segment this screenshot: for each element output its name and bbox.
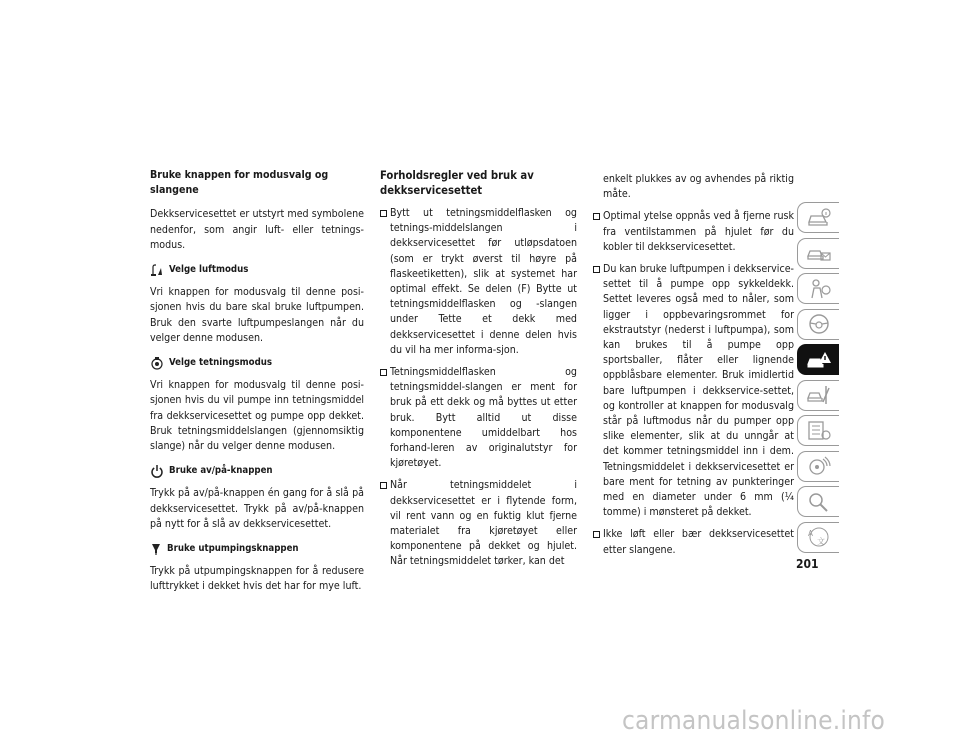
watermark: carmanualsonline.info	[622, 706, 885, 736]
list-item-text: Tetningsmiddelflasken og tetningsmiddel-slangen er ment for bruk på ett dekk og må byttes ut etter bruk. Bytt alltid ut disse komponentene umiddelbart hos forhand-leren av originalutstyr for kjøretøyet.	[390, 366, 577, 470]
tab-multimedia[interactable]	[797, 451, 839, 482]
list-item-text: Bytt ut tetningsmiddelflasken og tetnings-middelslangen i dekkservicesettet før utløpsdatoen (som er trykt øverst til høyre på flaskeetiketten), slik at systemet har optimal effekt. Se delen (F) Bytte ut tetningsmiddelflasken og -slangen under Tette et dekk med dekkservicesettet i denne delen hvis du vil ha mer informa-sjon.	[390, 207, 577, 356]
language-icon	[806, 526, 832, 548]
deflation-button-text: Trykk på utpumpingsknappen for å redusere lufttrykket i dekket hvis det har for mye luft.	[150, 565, 364, 593]
tab-messages[interactable]	[797, 238, 839, 269]
sealant-mode-text: Vri knappen for modusvalg til denne posi-sjonen hvis du vil pumpe inn tetningsmiddel fra dekkservicesettet og pumpe opp dekket. Bruk tetningsmiddelslangen (gjennomsiktig slange) når du velger denne modusen.	[150, 379, 364, 453]
bullet-square-icon	[593, 213, 600, 220]
list-item-text: Optimal ytelse oppnås ved å fjerne rusk fra ventilstammen på hjulet før du kobler til dekkservicesettet.	[603, 210, 794, 253]
bullet-square-icon	[380, 210, 387, 217]
sealant-mode-icon	[150, 356, 164, 370]
deflation-icon	[150, 542, 162, 556]
tab-emergency[interactable]	[797, 344, 839, 375]
deflation-button-subheading	[150, 541, 364, 556]
list-item	[380, 478, 577, 569]
list-item-text: Ikke løft eller bær dekkservicesettet etter slangene.	[603, 528, 794, 556]
chapter-tab-bar	[797, 202, 841, 557]
intro-paragraph: Dekkservicesettet er utstyrt med symbolene nedenfor, som angir luft- eller tetnings-modus.	[150, 208, 364, 251]
bullet-square-icon	[380, 369, 387, 376]
tab-vehicle-info[interactable]	[797, 202, 839, 233]
list-item	[593, 209, 794, 255]
air-mode-text: Vri knappen for modusvalg til denne posi-sjonen hvis du bare skal bruke luftpumpen. Bruk den svarte luftpumpeslangen når du velger denne modusen.	[150, 286, 364, 344]
page-number: 201	[796, 557, 819, 571]
safety-airbag-icon	[806, 278, 832, 300]
list-item	[380, 206, 577, 358]
continued-text: enkelt plukkes av og avhendes på riktig måte.	[603, 173, 794, 201]
air-mode-title: Velge luftmodus	[169, 264, 249, 276]
list-item	[380, 365, 577, 471]
air-mode-subheading	[150, 262, 364, 277]
power-icon	[150, 464, 164, 478]
bullet-square-icon	[593, 531, 600, 538]
tab-service[interactable]	[797, 380, 839, 411]
power-button-title: Bruke av/på-knappen	[169, 465, 273, 477]
middle-column	[380, 168, 577, 577]
tab-specifications[interactable]	[797, 415, 839, 446]
multimedia-icon	[806, 455, 832, 477]
deflation-button-title: Bruke utpumpingsknappen	[167, 543, 299, 555]
precautions-list-continued	[593, 209, 794, 557]
bullet-square-icon	[380, 482, 387, 489]
tab-languages[interactable]	[797, 522, 839, 553]
list-item-text: Du kan bruke luftpumpen i dekkservice-settet til å pumpe opp sykkeldekk. Settet leveres også med to nåler, som ligger i oppbevaringsrommet for ekstrautstyr (nederst i luftpumpa), som kan brukes til å pumpe opp sportsballer, flåter eller lignende oppblåsbare elementer. Bruk imidlertid bare luftpumpen i dekkservice-settet, og kontroller at knappen for modusvalg står på luftmodus når du pumper opp slike elementer, slik at du unngår at det kommer tetningsmiddel inn i dem. Tetningsmiddelet i dekkservicesettet er bare ment for tetning av punkteringer med en diameter under 6 mm (¼ tomme) i mønsteret på dekket.	[603, 263, 794, 519]
bullet-square-icon	[593, 266, 600, 273]
search-magnifier-icon	[806, 491, 832, 513]
sealant-mode-title: Velge tetningsmodus	[169, 357, 273, 369]
emergency-warning-car-icon	[806, 349, 832, 371]
service-tools-icon	[806, 384, 832, 406]
tab-safety[interactable]	[797, 273, 839, 304]
car-info-icon	[806, 207, 832, 229]
tab-driving[interactable]	[797, 309, 839, 340]
tab-index[interactable]	[797, 486, 839, 517]
sealant-mode-subheading	[150, 355, 364, 370]
power-button-text: Trykk på av/på-knappen én gang for å slå på dekkservicesettet. Trykk på av/på-knappen på nytt for å slå av dekkservicesettet.	[150, 487, 364, 530]
svg-text:A: A	[807, 529, 813, 538]
section-heading-mode-selection: Bruke knappen for modusvalg og slangene	[150, 169, 329, 197]
specifications-list-icon	[806, 420, 832, 442]
list-item	[593, 527, 794, 557]
power-button-subheading	[150, 463, 364, 478]
precautions-heading-line2: dekkservicesettet	[380, 184, 483, 197]
svg-text:文: 文	[816, 537, 825, 546]
precautions-heading-line1: Forholdsregler ved bruk av	[380, 169, 534, 182]
list-item	[593, 262, 794, 520]
precautions-heading	[380, 168, 577, 198]
precautions-list	[380, 206, 577, 570]
car-message-icon	[806, 242, 832, 264]
steering-wheel-icon	[806, 313, 832, 335]
right-column	[593, 172, 794, 565]
air-mode-icon	[150, 263, 164, 277]
left-column	[150, 168, 364, 604]
list-item-text: Når tetningsmiddelet i dekkservicesettet er i flytende form, vil rent vann og en fuktig klut fjerne materialet fra kjøretøyet eller komponentene på dekket og hjulet. Når tetningsmiddelet tørker, kan det	[390, 479, 577, 568]
